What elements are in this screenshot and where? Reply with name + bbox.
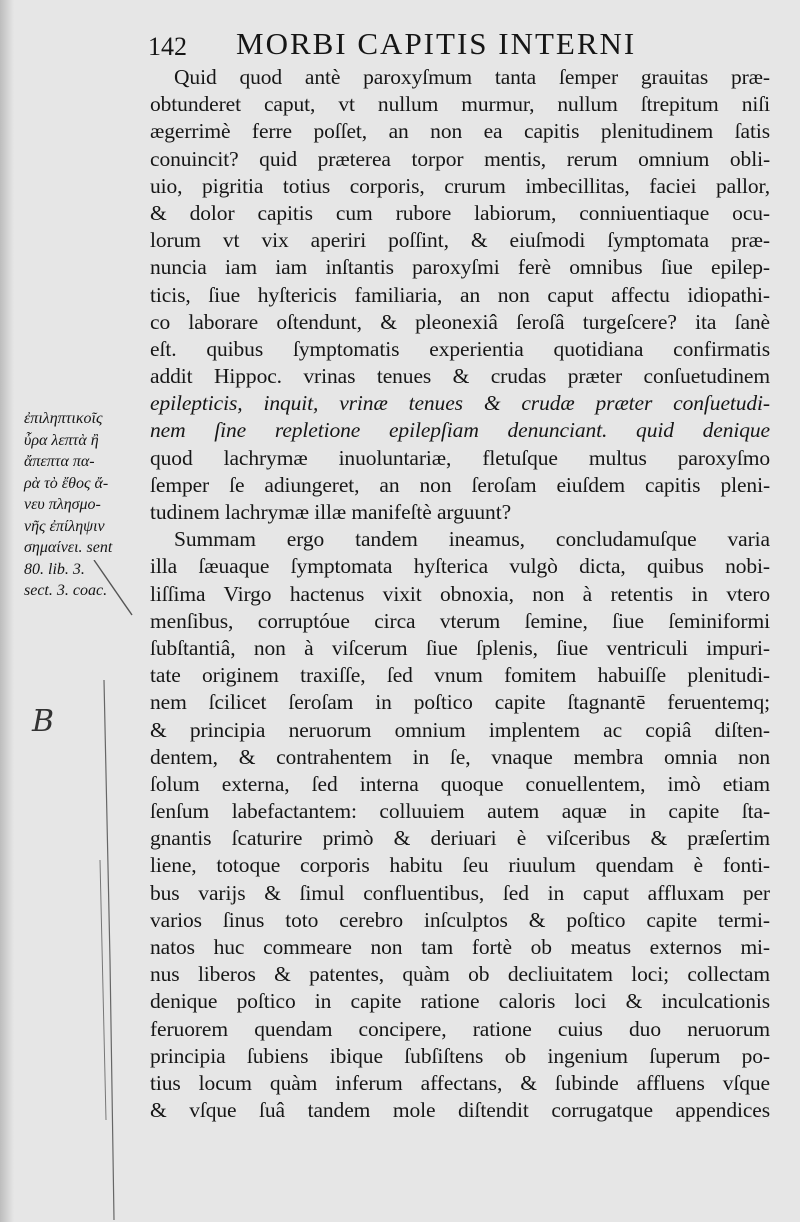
text-line: ſenſum labefactantem: colluuiem autem aquæ in capite ſta- bbox=[150, 799, 770, 824]
text-line: feruorem quendam concipere, ratione cuius duo neruorum bbox=[150, 1016, 770, 1041]
text-line: ſubſtantiâ, non à viſcerum ſiue ſplenis, ſiue ventriculi impuri- bbox=[150, 635, 770, 660]
text-line: co laborare oſtendunt, & pleonexiâ ſeroſâ turgeſcere? ita ſanè bbox=[150, 309, 770, 334]
text-line: natos huc commeare non tam fortè ob meatus externos mi- bbox=[150, 935, 770, 959]
handwritten-mark: B bbox=[32, 704, 55, 739]
text-line: bus varijs & ſimul confluentibus, ſed in caput affluxam per bbox=[150, 880, 770, 905]
text-line: conuincit? quid præterea torpor mentis, rerum omnium obli- bbox=[150, 146, 770, 171]
text-line: liene, totoque corporis habitu ſeu riuulum quendam è fonti- bbox=[150, 853, 770, 878]
text-line: addit Hippoc. vrinas tenues & crudas præter conſuetudinem bbox=[150, 364, 770, 389]
text-line: ſolum externa, ſed interna quoque conuellentem, imò etiam bbox=[150, 771, 770, 796]
text-line: denique poſtico in capite ratione caloris loci & inculcationis bbox=[150, 989, 770, 1014]
text-line: varios ſinus toto cerebro inſculptos & poſtico capite termi- bbox=[150, 907, 770, 932]
text-line: gnantis ſcaturire primò & deriuari è viſceribus & præſertim bbox=[150, 826, 770, 851]
text-line: Quid quod antè paroxyſmum tanta ſemper grauitas præ- bbox=[174, 65, 770, 89]
text-line: liſſima Virgo hactenus vixit obnoxia, non à retentis in vtero bbox=[150, 581, 770, 606]
text-line: & vſque ſuâ tandem mole diſtendit corrugatque appendices bbox=[150, 1098, 770, 1123]
marginal-note-line: σημαίνει. sent bbox=[24, 539, 113, 556]
page-gutter bbox=[0, 0, 14, 1222]
marginal-note-line: νευ πλησμο- bbox=[24, 496, 101, 513]
text-line: & principia neruorum omnium implentem ac copiâ diſten- bbox=[150, 717, 770, 742]
marginal-note-line: ρὰ τὸ ἔθος ἄ- bbox=[24, 474, 109, 492]
text-line: uio, pigritia totius corporis, crurum imbecillitas, faciei pallor, bbox=[150, 173, 770, 198]
marginal-note-line: νῆς ἐπίληψιν bbox=[24, 517, 105, 535]
marginal-note-line: sect. 3. coac. bbox=[24, 582, 108, 599]
running-title: MORBI CAPITIS INTERNI bbox=[236, 26, 637, 61]
text-line: tudinem lachrymæ illæ manifeſtè arguunt? bbox=[150, 500, 512, 524]
marginal-note-line: ὖρα λεπτὰ ἢ bbox=[24, 431, 99, 449]
text-line: ticis, ſiue hyſtericis familiaria, an non caput affectu idiopathi- bbox=[150, 282, 770, 307]
text-line: quod lachrymæ inuoluntariæ, fletuſque multus paroxyſmo bbox=[150, 445, 770, 470]
pencil-annotation-lines bbox=[92, 560, 162, 1220]
text-line: nem ſcilicet ſeroſam in poſtico capite ſtagnantē feruentemq; bbox=[150, 690, 770, 715]
text-line: principia ſubiens ibique ſubſiſtens ob ingenium ſuperum po- bbox=[150, 1043, 770, 1068]
text-line: lorum vt vix aperiri poſſint, & eiuſmodi ſymptomata præ- bbox=[150, 228, 770, 253]
text-line: tius locum quàm inferum affectans, & ſubinde affluens vſque bbox=[150, 1070, 770, 1095]
page-header bbox=[148, 26, 708, 66]
text-line: nus liberos & patentes, quàm ob decliuitatem loci; collectam bbox=[150, 962, 770, 987]
text-line: Summam ergo tandem ineamus, concludamuſque varia bbox=[174, 527, 770, 552]
page-number: 142 bbox=[148, 32, 187, 61]
text-line: nuncia iam iam inſtantis paroxyſmi ferè omnibus ſiue epilep- bbox=[150, 255, 770, 280]
text-line: dentem, & contrahentem in ſe, vnaque membra omnia non bbox=[150, 744, 770, 769]
text-line: ægerrimè ferre poſſet, an non ea capitis plenitudinem ſatis bbox=[150, 119, 770, 144]
text-line: ſemper ſe adiungeret, an non ſeroſam eiuſdem capitis pleni- bbox=[150, 472, 770, 497]
text-line: eſt. quibus ſymptomatis experientia quotidiana confirmatis bbox=[150, 336, 770, 361]
text-line: tate originem traxiſſe, ſed vnum fomitem habuiſſe plenitudi- bbox=[150, 663, 770, 688]
text-line: nem ſine repletione epilepſiam denunciant. quid denique bbox=[150, 418, 770, 443]
text-line: & dolor capitis cum rubore labiorum, conniuentiaque ocu- bbox=[150, 200, 770, 225]
marginal-note-line: 80. lib. 3. bbox=[24, 560, 85, 578]
marginal-note-line: ἄπεπτα πα- bbox=[24, 453, 95, 470]
text-line: menſibus, corruptóue circa vterum ſemine, ſiue ſeminiformi bbox=[150, 608, 770, 633]
marginal-note-line: ἐπιληπτικοῖς bbox=[24, 410, 103, 427]
text-line: obtunderet caput, vt nullum murmur, nullum ſtrepitum niſi bbox=[150, 92, 770, 117]
body-text bbox=[150, 64, 770, 1124]
text-line: epilepticis, inquit, vrinæ tenues & crudæ præter conſuetudi- bbox=[150, 391, 770, 416]
text-line: illa ſæuaque ſymptomata hyſterica vulgò dicta, quibus nobi- bbox=[150, 554, 770, 579]
